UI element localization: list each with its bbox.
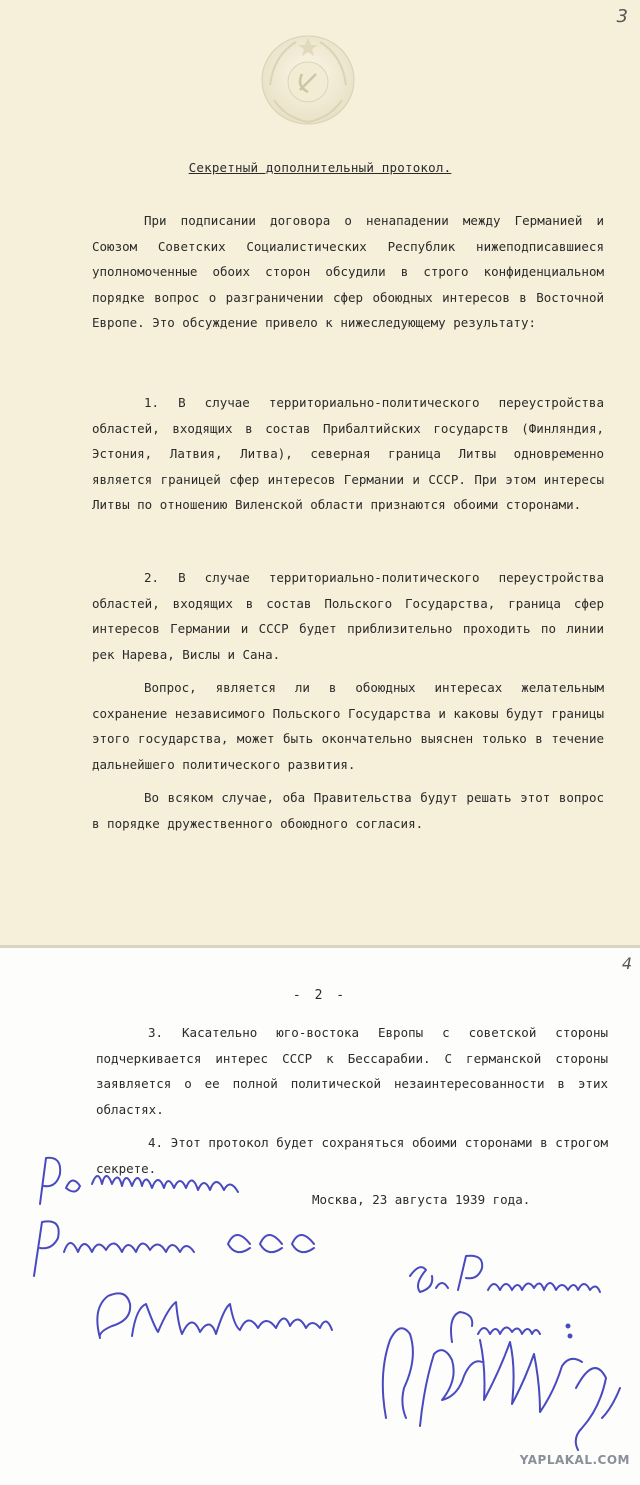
item-2-paragraph: 2. В случае территориально-политического переустройства областей, входящих в состав Польского Государства, граница сфер интересов Германии и СССР будет приблизительно проходить по линии рек Нарева, Вислы и Сана. [92,570,604,662]
item-1-paragraph: 1. В случае территориально-политического переустройства областей, входящих в состав Прибалтийских государств (Финляндия, Эстония, Латвия, Литва), северная граница Литвы одновременно является границей сфер интересов Германии и СССР. При этом интересы Литвы по отношению Виленской области признаются обоими сторонами. [92,395,604,512]
page-marker: - 2 - [292,988,348,1003]
page-number: 3 [616,6,628,27]
document-page-2 [0,948,640,1485]
item-3-paragraph: 3. Касательно юго-востока Европы с советской стороны подчеркивается интерес СССР к Бессарабии. С германской стороны заявляется о ее полной политической незаинтересованности в этих областях. [96,1025,608,1117]
watermark: YAPLAKAL.COM [519,1453,630,1467]
intro-paragraph: При подписании договора о ненападении между Германией и Союзом Советских Социалистических Республик нижеподписавшиеся уполномоченные обоих сторон обсудили в строго конфиденциальном порядке вопрос о разграничении сфер обоюдных интересов в Восточной Европе. Это обсуждение привело к нижеследующему результату: [92,213,604,330]
handwritten-signatures [0,948,640,1485]
protocol-title: Секретный дополнительный протокол. [188,160,452,175]
coat-of-arms-emblem [256,30,360,130]
any-case-paragraph: Во всяком случае, оба Правительства будут решать этот вопрос в порядке дружественного обоюдного согласия. [92,790,604,831]
page-number: 4 [621,954,632,973]
question-paragraph: Вопрос, является ли в обоюдных интересах желательным сохранение независимого Польского Государства и каковы будут границы этого государства, может быть окончательно выяснен только в течение дальнейшего политического развития. [92,680,604,772]
item-4-paragraph: 4. Этот протокол будет сохраняться обоими сторонами в строгом секрете. [96,1135,608,1176]
place-and-date: Москва, 23 августа 1939 года. [312,1192,531,1207]
